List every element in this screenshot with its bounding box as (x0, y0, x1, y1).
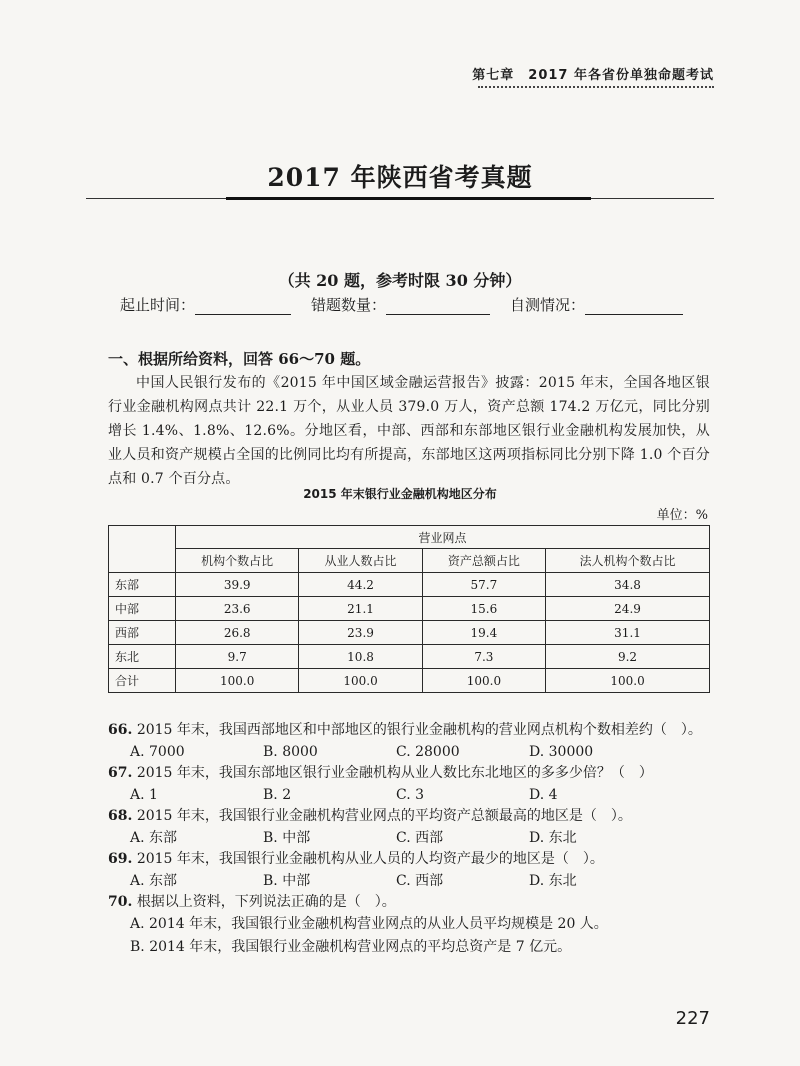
self-test-blank (585, 300, 683, 315)
page-number: 227 (675, 1008, 710, 1029)
table-cell: 44.2 (299, 573, 422, 597)
question-stem (108, 806, 712, 827)
table-cell: 34.8 (546, 573, 710, 597)
table-cell: 19.4 (422, 621, 545, 645)
table-cell: 23.6 (176, 597, 299, 621)
row-label: 东北 (109, 645, 176, 669)
wrong-count-field (311, 294, 490, 315)
table-cell: 39.9 (176, 573, 299, 597)
reading-passage: 中国人民银行发布的《2015 年中国区域金融运营报告》披露：2015 年末，全国各地区银行业金融机构网点共计 22.1 万个，从业人员 379.0 万人，资产总额 174.2 万亿元，同比分别增长 1.4%、1.8%、12.6%。分地区看，中部、西部和东部地区银行业金融机构发展加快，从业人员和资产规模占全国的比例同比均有所提高，东部地区这两项指标同比分别下降 1.0 个百分点和 0.7 个百分点。 (108, 375, 710, 487)
question-stem (108, 720, 712, 741)
option-c[interactable]: C. 3 (396, 787, 425, 803)
wrong-count-blank (386, 300, 490, 315)
self-test-field (510, 294, 683, 315)
table-cell: 9.7 (176, 645, 299, 669)
question-text: 2015 年末，我国银行业金融机构营业网点的平均资产总额最高的地区是（ ）。 (136, 808, 632, 824)
table-cell: 31.1 (546, 621, 710, 645)
start-end-time-blank (195, 300, 291, 315)
table-cell: 100.0 (299, 669, 422, 693)
option-d[interactable]: D. 东北 (529, 873, 577, 889)
option-c[interactable]: C. 西部 (396, 830, 444, 846)
start-end-time-label: 起止时间： (120, 296, 196, 314)
table-cell: 9.2 (546, 645, 710, 669)
row-label: 中部 (109, 597, 176, 621)
self-test-label: 自测情况： (510, 296, 586, 314)
option-b[interactable]: B. 2014 年末，我国银行业金融机构营业网点的平均总资产是 7 亿元。 (130, 939, 572, 955)
option-c[interactable]: C. 28000 (396, 744, 460, 760)
table-group-header: 营业网点 (176, 526, 710, 549)
self-record-row (120, 294, 710, 315)
running-head: 第七章 2017 年各省份单独命题考试 (472, 68, 714, 83)
table-cell: 100.0 (546, 669, 710, 693)
question-number: 67. (108, 765, 133, 781)
option-d[interactable]: D. 4 (529, 787, 558, 803)
question-70 (108, 892, 712, 959)
table-cell: 57.7 (422, 573, 545, 597)
question-list (108, 720, 712, 959)
option-c[interactable]: C. 西部 (396, 873, 444, 889)
question-text: 2015 年末，我国西部地区和中部地区的银行业金融机构的营业网点机构个数相差约（ ）。 (136, 722, 702, 738)
option-a[interactable]: A. 东部 (130, 873, 178, 889)
option-a[interactable]: A. 2014 年末，我国银行业金融机构营业网点的从业人员平均规模是 20 人。 (130, 916, 608, 932)
question-number: 68. (108, 808, 133, 824)
option-d[interactable]: D. 东北 (529, 830, 577, 846)
table-row (109, 573, 710, 597)
table-row (109, 621, 710, 645)
table-row (109, 597, 710, 621)
question-text: 2015 年末，我国银行业金融机构从业人员的人均资产最少的地区是（ ）。 (136, 851, 604, 867)
title-rule-accent (226, 197, 591, 200)
column-header: 资产总额占比 (422, 549, 545, 573)
question-68 (108, 806, 712, 849)
page-title: 2017 年陕西省考真题 (267, 163, 533, 192)
question-options (108, 870, 712, 892)
table-cell: 23.9 (299, 621, 422, 645)
table-cell: 26.8 (176, 621, 299, 645)
column-header: 从业人数占比 (299, 549, 422, 573)
table-group-header-row (109, 526, 710, 549)
option-a[interactable]: A. 7000 (130, 744, 185, 760)
question-number: 70. (108, 894, 133, 910)
option-d[interactable]: D. 30000 (529, 744, 594, 760)
option-a[interactable]: A. 东部 (130, 830, 178, 846)
question-66 (108, 720, 712, 763)
wrong-count-label: 错题数量： (311, 296, 387, 314)
option-b[interactable]: B. 中部 (263, 830, 311, 846)
table-caption: 2015 年末银行业金融机构地区分布 (303, 487, 497, 501)
exam-subtitle: （共 20 题，参考时限 30 分钟） (278, 271, 522, 290)
option-b[interactable]: B. 8000 (263, 744, 318, 760)
question-options (108, 741, 712, 763)
row-label: 东部 (109, 573, 176, 597)
option-a[interactable]: A. 1 (130, 787, 158, 803)
table-unit: 单位：% (656, 508, 708, 523)
running-head-dotted-rule (478, 86, 714, 88)
question-stem (108, 849, 712, 870)
table-cell: 21.1 (299, 597, 422, 621)
question-options (108, 784, 712, 806)
question-text: 根据以上资料，下列说法正确的是（ ）。 (136, 894, 396, 910)
table-cell: 7.3 (422, 645, 545, 669)
table-cell: 100.0 (422, 669, 545, 693)
section-heading: 一、根据所给资料，回答 66～70 题。 (108, 350, 371, 368)
table-row (109, 645, 710, 669)
table-row (109, 669, 710, 693)
start-end-time-field (120, 294, 291, 315)
row-label: 西部 (109, 621, 176, 645)
row-label: 合计 (109, 669, 176, 693)
question-67 (108, 763, 712, 806)
question-text: 2015 年末，我国东部地区银行业金融机构从业人数比东北地区的多多少倍？（ ） (136, 765, 653, 781)
distribution-table (108, 525, 710, 693)
table-header-row (109, 549, 710, 573)
question-number: 66. (108, 722, 133, 738)
question-options (108, 827, 712, 849)
option-b[interactable]: B. 中部 (263, 873, 311, 889)
table-cell: 24.9 (546, 597, 710, 621)
table-cell: 10.8 (299, 645, 422, 669)
question-stem (108, 892, 712, 913)
table-cell: 15.6 (422, 597, 545, 621)
table-cell: 100.0 (176, 669, 299, 693)
option-b[interactable]: B. 2 (263, 787, 292, 803)
question-69 (108, 849, 712, 892)
table-corner-cell (109, 526, 176, 573)
column-header: 法人机构个数占比 (546, 549, 710, 573)
column-header: 机构个数占比 (176, 549, 299, 573)
question-stem (108, 763, 712, 784)
question-number: 69. (108, 851, 133, 867)
